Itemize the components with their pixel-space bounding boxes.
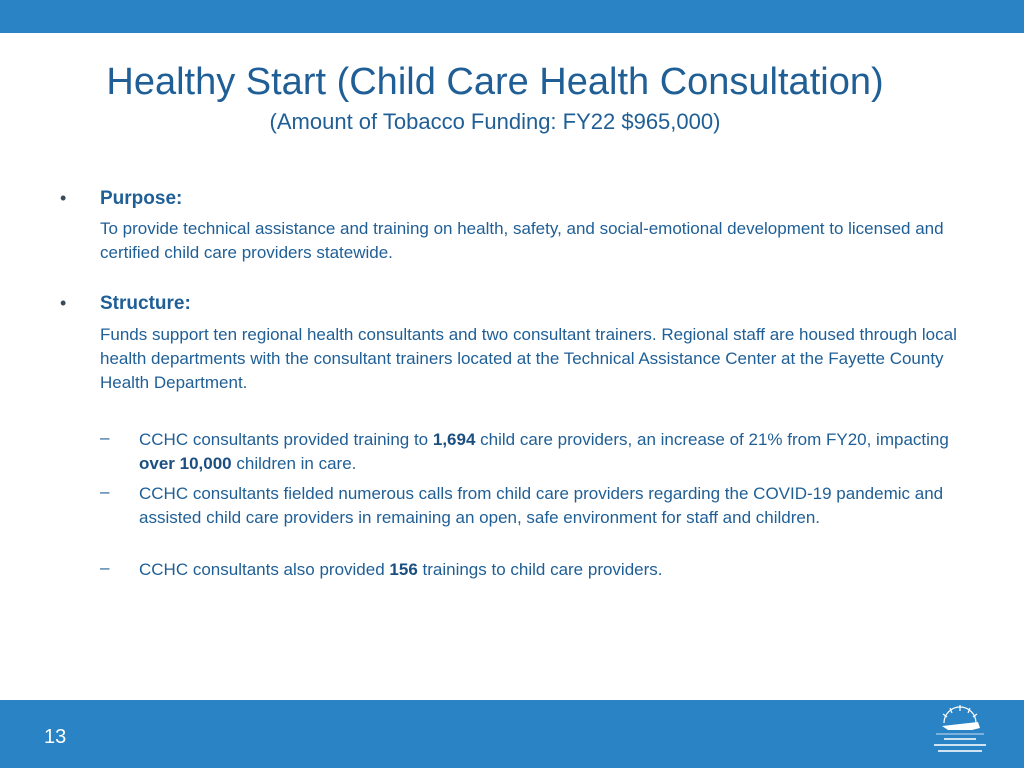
slide-subtitle: (Amount of Tobacco Funding: FY22 $965,000) [269,109,721,134]
top-banner [0,0,1024,33]
purpose-text: To provide technical assistance and training on health, safety, and social-emotional development to licensed and certified child care providers statewide. [100,219,944,262]
dash-bullet: – [100,558,110,577]
bullet-dot: • [60,188,67,208]
dash-bullet: – [100,482,110,501]
bullet-dot: • [60,293,67,313]
sub-bullet-covid: CCHC consultants fielded numerous calls from child care providers regarding the COVID-19 pandemic and assisted child care providers in remaining an open, safe environment for staff and children. [139,484,944,527]
structure-heading: Structure: [100,293,191,314]
slide-title: Healthy Start (Child Care Health Consultation) [106,61,884,103]
structure-text: Funds support ten regional health consultants and two consultant trainers. Regional staff are housed through local health departments with the consultant trainers located at the Technical Assistance Center at the Fayette County Health Department. [100,325,957,392]
sub-bullet-trainings: CCHC consultants also provided 156 trainings to child care providers. [139,560,663,579]
sub-bullet-training: CCHC consultants provided training to 1,694 child care providers, an increase of 21% from FY20, impacting over 10,000 children in care. [139,430,949,473]
page-number: 13 [44,726,67,748]
purpose-heading: Purpose: [100,188,183,209]
footer-banner [0,700,1024,768]
dash-bullet: – [100,428,110,447]
kentucky-logo-icon [928,703,992,763]
